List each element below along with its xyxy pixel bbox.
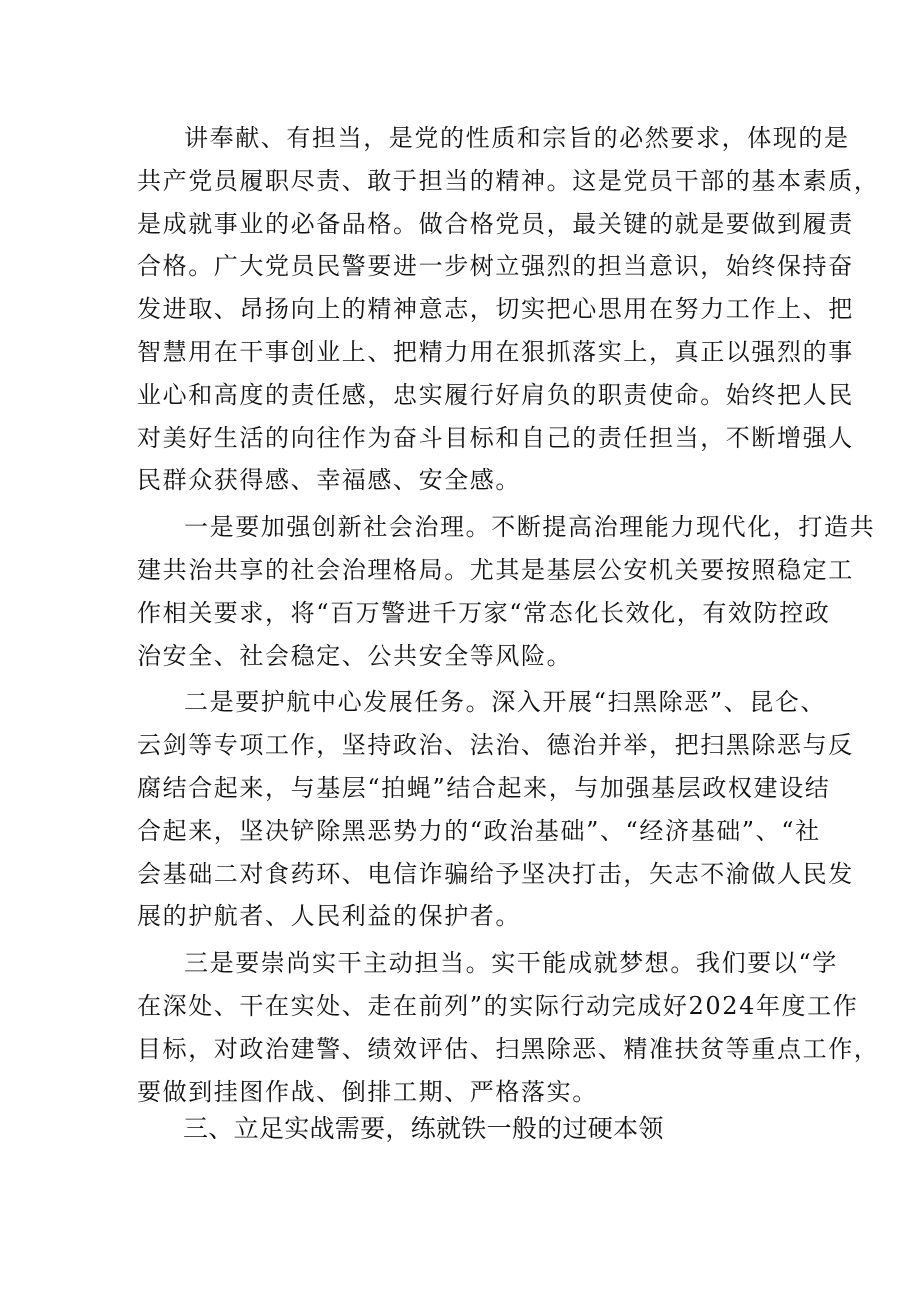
paragraph-line: 在深处、干在实处、走在前列”的实际行动完成好2024年度工作 <box>137 991 859 1020</box>
paragraph-line: 民群众获得感、幸福感、安全感。 <box>137 466 521 495</box>
paragraph-line: 展的护航者、人民利益的保护者。 <box>137 902 521 931</box>
paragraph-responsibility <box>137 117 880 502</box>
paragraph-line: 合格。广大党员民警要进一步树立强烈的担当意识，始终保持奋 <box>137 252 854 281</box>
paragraph-line: 建共治共享的社会治理格局。尤其是基层公安机关要按照稳定工 <box>137 555 854 584</box>
paragraph-social-governance <box>137 506 876 677</box>
paragraph-line: 目标，对政治建警、绩效评估、扫黑除恶、精准扶贫等重点工作， <box>137 1034 880 1063</box>
paragraph-practical-work <box>137 942 880 1113</box>
paragraph-line: 讲奉献、有担当，是党的性质和宗旨的必然要求，体现的是 <box>184 124 850 152</box>
paragraph-line: 三是要崇尚实干主动担当。实干能成就梦想。我们要以“学 <box>184 949 838 978</box>
paragraph-line: 二是要护航中心发展任务。深入开展“扫黑除恶”、昆仑、 <box>184 688 827 717</box>
paragraph-line: 合起来，坚决铲除黑恶势力的“政治基础”、“经济基础”、“社 <box>137 816 821 845</box>
paragraph-line: 会基础二对食药环、电信诈骗给予坚决打击，矢志不渝做人民发 <box>137 859 854 888</box>
paragraph-line: 智慧用在干事创业上、把精力用在狠抓落实上，真正以强烈的事 <box>137 337 854 366</box>
section-heading: 三、立足实战需要，练就铁一般的过硬本领 <box>183 1114 664 1143</box>
document-body <box>137 117 880 1117</box>
paragraph-line: 共产党员履职尽责、敢于担当的精神。这是党员干部的基本素质， <box>137 166 880 195</box>
paragraph-line: 对美好生活的向往作为奋斗目标和自己的责任担当，不断增强人 <box>137 423 854 452</box>
paragraph-line: 要做到挂图作战、倒排工期、严格落实。 <box>137 1077 598 1106</box>
paragraph-line: 发进取、昂扬向上的精神意志，切实把心思用在努力工作上、把 <box>137 295 854 324</box>
paragraph-line: 是成就事业的必备品格。做合格党员，最关键的就是要做到履责 <box>137 209 854 238</box>
paragraph-line: 腐结合起来，与基层“拍蝇”结合起来，与加强基层政权建设结 <box>137 773 831 802</box>
paragraph-central-tasks <box>137 681 854 938</box>
paragraph-line: 云剑等专项工作，坚持政治、法治、德治并举，把扫黑除恶与反 <box>137 731 854 760</box>
paragraph-line: 一是要加强创新社会治理。不断提高治理能力现代化，打造共 <box>184 513 876 542</box>
paragraph-line: 治安全、社会稳定、公共安全等风险。 <box>137 641 573 670</box>
paragraph-line: 作相关要求，将“百万警进千万家“常态化长效化，有效防控政 <box>137 598 831 627</box>
paragraph-line: 业心和高度的责任感，忠实履行好肩负的职责使命。始终把人民 <box>137 380 854 409</box>
